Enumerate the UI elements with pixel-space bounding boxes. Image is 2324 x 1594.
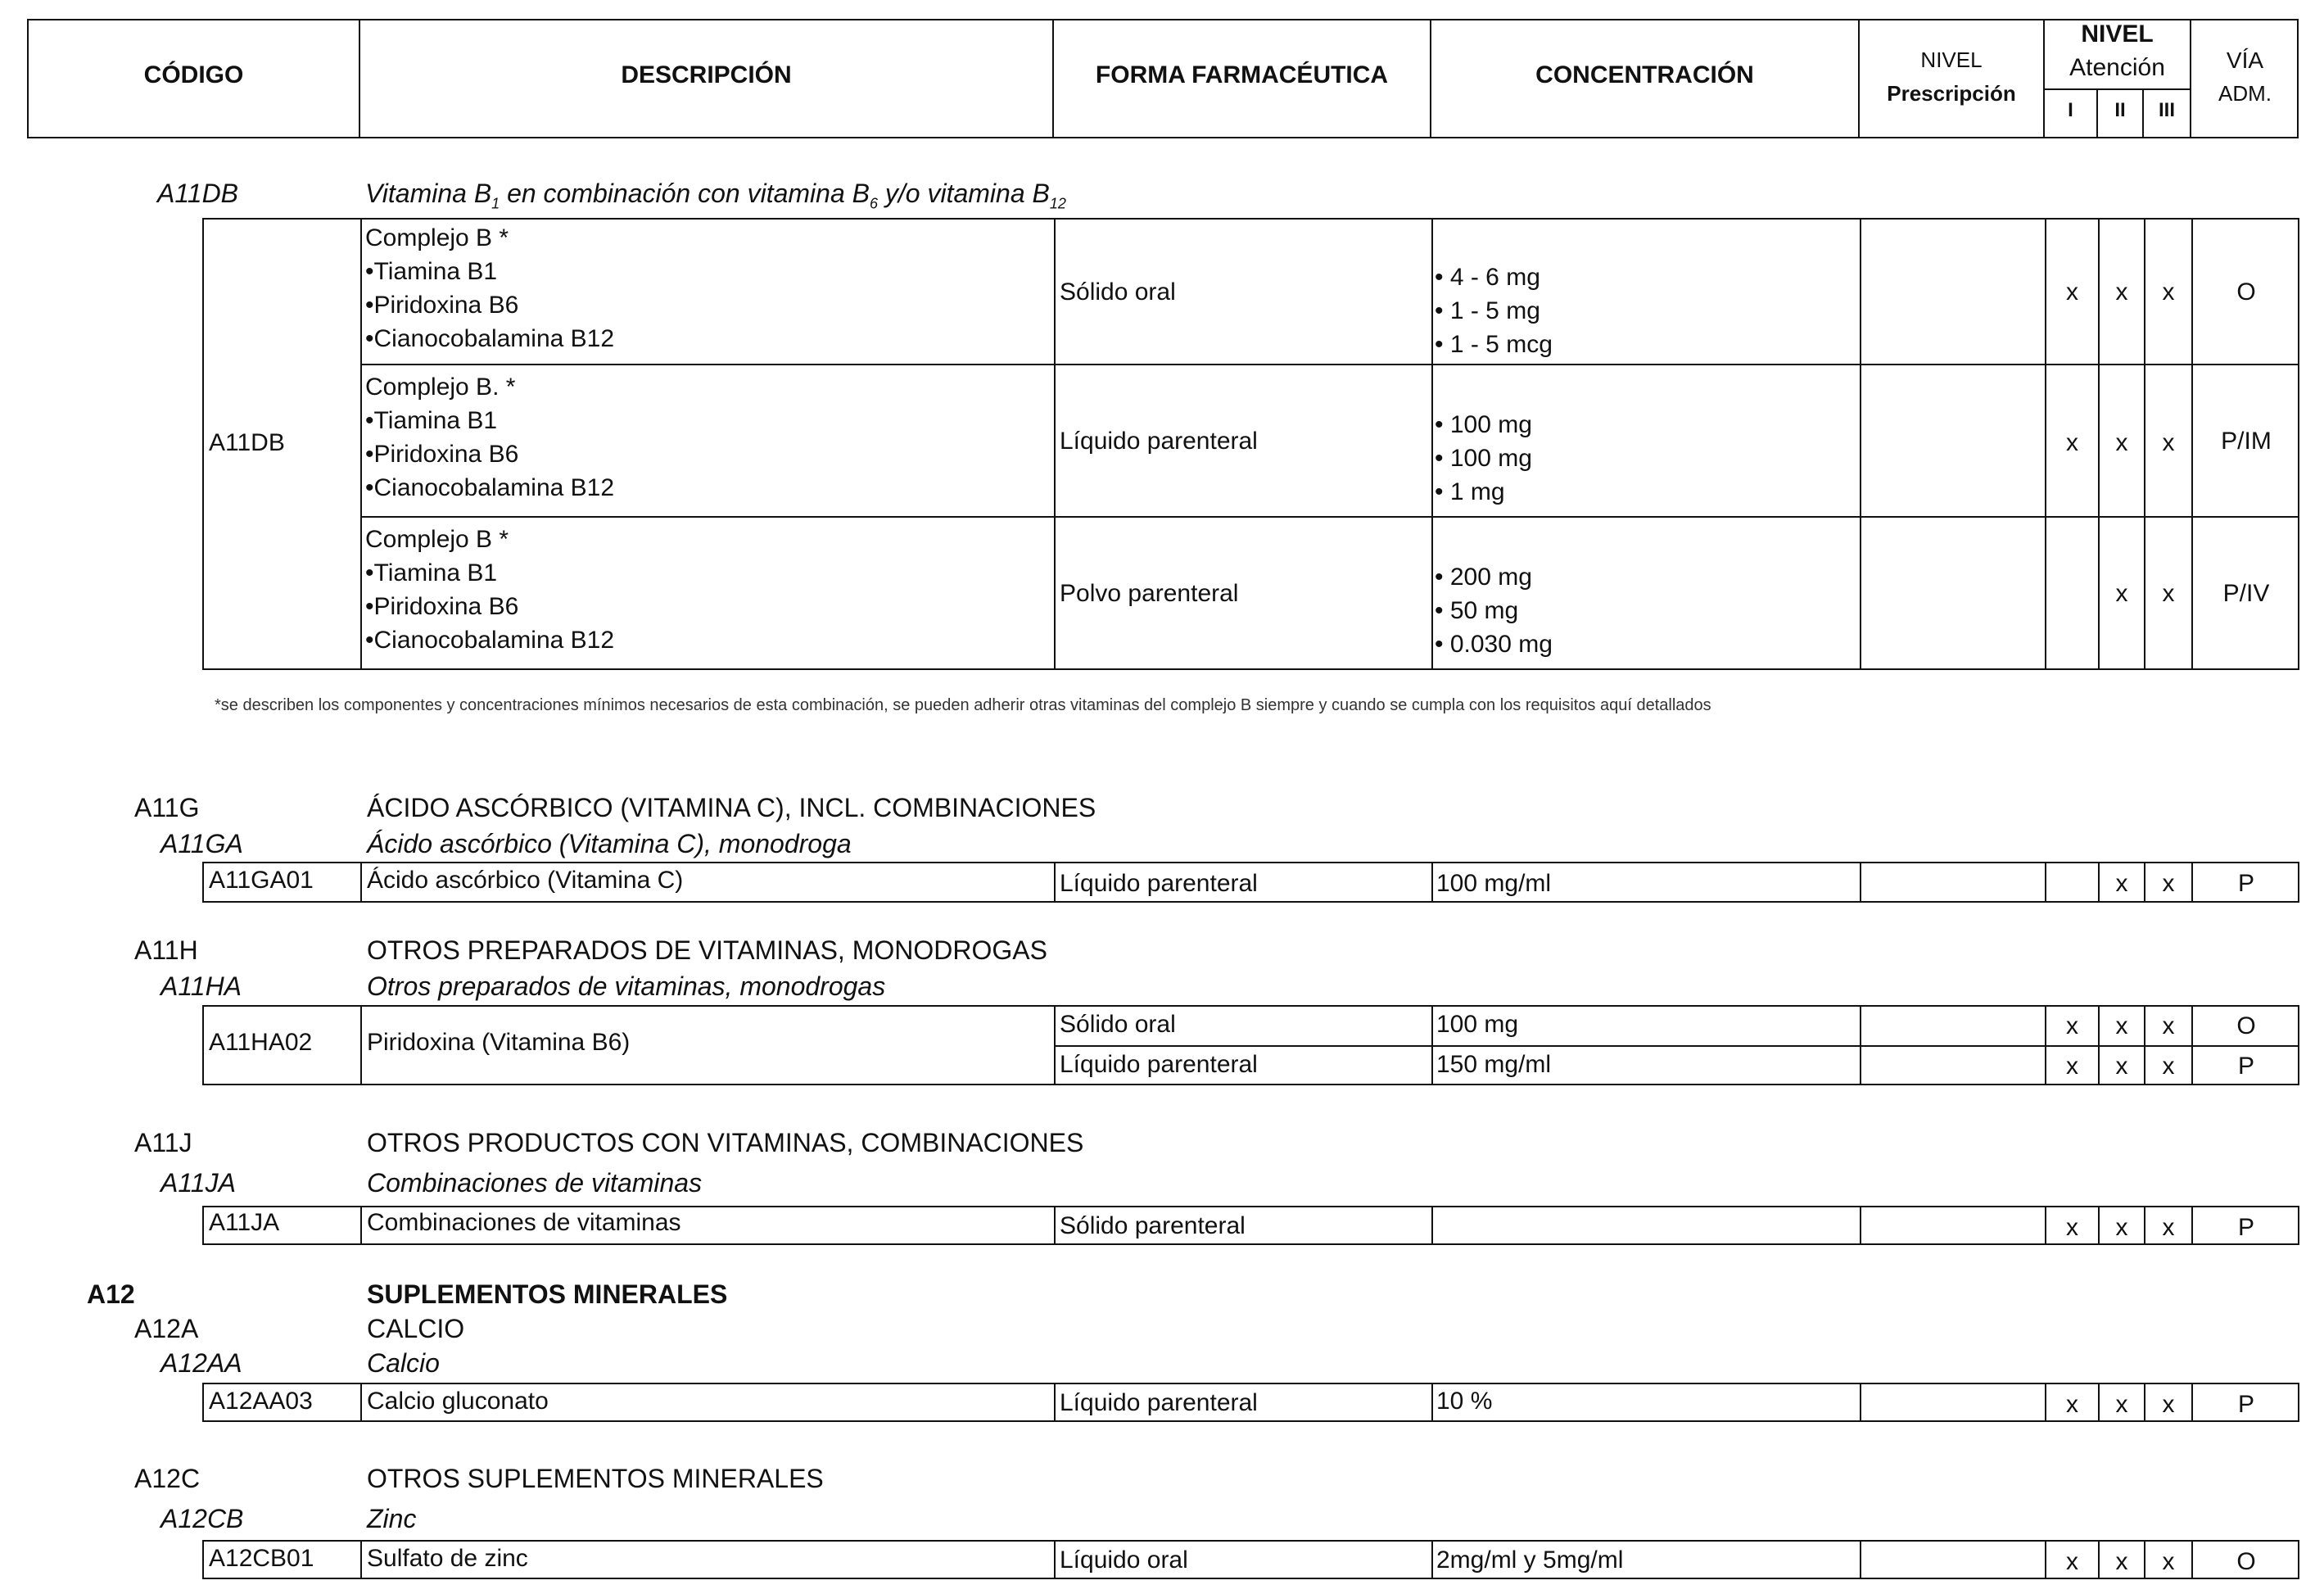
group-title: OTROS PREPARADOS DE VITAMINAS, MONODROGAS bbox=[367, 935, 1047, 965]
table-row-forma: Sólido oral bbox=[1060, 1011, 1176, 1038]
nivel-i: x bbox=[2066, 429, 2078, 456]
subgroup-code: A12AA bbox=[161, 1348, 242, 1378]
table-row-forma: Líquido parenteral bbox=[1060, 428, 1258, 455]
nivel-ii: x bbox=[2115, 1012, 2128, 1039]
col-divider bbox=[1054, 862, 1056, 903]
group-title: ÁCIDO ASCÓRBICO (VITAMINA C), INCL. COMBINACIONES bbox=[367, 793, 1096, 822]
row-code: A11GA01 bbox=[209, 867, 314, 894]
header-via-2: ADM. bbox=[2218, 81, 2272, 106]
nivel-i: x bbox=[2066, 278, 2078, 306]
col-divider bbox=[360, 862, 362, 903]
subgroup-code: A12CB bbox=[161, 1504, 244, 1533]
nivel-iii: x bbox=[2162, 1214, 2175, 1241]
header-nivel-i: I bbox=[2068, 99, 2073, 121]
row-divider bbox=[1054, 1045, 2299, 1047]
nivel-ii: x bbox=[2115, 1053, 2128, 1080]
table-row-forma: Polvo parenteral bbox=[1060, 580, 1239, 607]
header-descripcion: DESCRIPCIÓN bbox=[621, 61, 792, 88]
nivel-ii: x bbox=[2115, 870, 2128, 897]
header-forma: FORMA FARMACÉUTICA bbox=[1095, 61, 1389, 88]
col-divider bbox=[1431, 1383, 1433, 1422]
section-code: A12 bbox=[87, 1279, 135, 1309]
group-code: A11J bbox=[134, 1128, 192, 1157]
group-code: A11G bbox=[134, 793, 200, 822]
table-row-forma: Líquido parenteral bbox=[1060, 1389, 1258, 1416]
table-row-forma: Líquido oral bbox=[1060, 1546, 1188, 1574]
nivel-ii: x bbox=[2115, 278, 2128, 306]
col-divider bbox=[1860, 862, 1861, 903]
col-divider bbox=[1860, 1383, 1861, 1422]
table-row-desc: Sulfato de zinc bbox=[367, 1545, 528, 1572]
col-divider bbox=[1431, 862, 1433, 903]
nivel-ii: x bbox=[2115, 1214, 2128, 1241]
col-divider bbox=[1860, 1540, 1861, 1579]
row-code: A11JA bbox=[209, 1209, 280, 1236]
col-divider bbox=[360, 1383, 362, 1422]
table-row-desc: Ácido ascórbico (Vitamina C) bbox=[367, 867, 684, 894]
col-divider bbox=[1054, 218, 1056, 670]
group-code: A11H bbox=[134, 935, 198, 965]
table-row-conc: 10 % bbox=[1436, 1388, 1493, 1415]
subgroup-title: Combinaciones de vitaminas bbox=[367, 1168, 703, 1198]
table-row-conc: 100 mg bbox=[1436, 1011, 1519, 1038]
header-nivel-prescripcion-2: Prescripción bbox=[1887, 81, 2016, 106]
group-title: OTROS PRODUCTOS CON VITAMINAS, COMBINACIONES bbox=[367, 1128, 1084, 1157]
table-row-forma: Sólido parenteral bbox=[1060, 1212, 1246, 1239]
table-row-desc: Calcio gluconato bbox=[367, 1388, 549, 1415]
via: P/IM bbox=[2221, 428, 2272, 455]
header-divider bbox=[2190, 19, 2191, 138]
col-divider bbox=[360, 1540, 362, 1579]
col-divider bbox=[2045, 862, 2046, 903]
header-divider bbox=[2043, 88, 2191, 90]
via: P/IV bbox=[2222, 580, 2270, 607]
via: O bbox=[2236, 1548, 2256, 1575]
header-nivel-atencion-1: NIVEL bbox=[2081, 20, 2154, 48]
nivel-iii: x bbox=[2162, 278, 2175, 306]
col-divider bbox=[360, 1005, 362, 1085]
row-code: A11DB bbox=[209, 429, 285, 456]
via: P bbox=[2237, 1391, 2254, 1418]
header-codigo: CÓDIGO bbox=[143, 61, 244, 88]
nivel-ii: x bbox=[2115, 580, 2128, 607]
subgroup-code: A11JA bbox=[161, 1168, 236, 1198]
table-row-desc: Complejo B. * •Tiamina B1 •Piridoxina B6 •Cianocobalamina B12 bbox=[365, 374, 615, 501]
header-nivel-prescripcion-1: NIVEL bbox=[1920, 48, 1983, 72]
nivel-i: x bbox=[2066, 1214, 2078, 1241]
via: P bbox=[2237, 1053, 2254, 1080]
nivel-ii: x bbox=[2115, 429, 2128, 456]
table-row-desc: Combinaciones de vitaminas bbox=[367, 1209, 681, 1236]
via: O bbox=[2236, 278, 2256, 306]
row-divider bbox=[360, 364, 2299, 365]
header-via-1: VÍA bbox=[2226, 48, 2264, 73]
nivel-iii: x bbox=[2162, 580, 2175, 607]
nivel-iii: x bbox=[2162, 1548, 2175, 1575]
nivel-i: x bbox=[2066, 1391, 2078, 1418]
nivel-iii: x bbox=[2162, 870, 2175, 897]
table-row-desc: Piridoxina (Vitamina B6) bbox=[367, 1029, 631, 1056]
nivel-iii: x bbox=[2162, 429, 2175, 456]
table-row-conc: • 4 - 6 mg • 1 - 5 mg • 1 - 5 mcg bbox=[1435, 264, 1553, 358]
col-divider bbox=[1860, 1206, 1861, 1245]
table-row-forma: Líquido parenteral bbox=[1060, 1051, 1258, 1078]
table-row-forma: Sólido oral bbox=[1060, 278, 1176, 306]
subgroup-title: Otros preparados de vitaminas, monodrogas bbox=[367, 971, 886, 1001]
table-row-conc: • 200 mg • 50 mg • 0.030 mg bbox=[1435, 564, 1553, 658]
group-code: A12A bbox=[134, 1314, 199, 1343]
row-divider bbox=[360, 516, 2299, 518]
table-row-conc: 100 mg/ml bbox=[1436, 870, 1552, 897]
header-nivel-ii: II bbox=[2114, 99, 2126, 121]
via: P bbox=[2237, 1214, 2254, 1241]
table-row-conc: 2mg/ml y 5mg/ml bbox=[1436, 1546, 1624, 1574]
nivel-iii: x bbox=[2162, 1391, 2175, 1418]
header-nivel-iii: III bbox=[2158, 99, 2175, 121]
col-divider bbox=[1054, 1540, 1056, 1579]
row-code: A12AA03 bbox=[209, 1388, 313, 1415]
table-row-conc: • 100 mg • 100 mg • 1 mg bbox=[1435, 411, 1532, 505]
row-code: A11HA02 bbox=[209, 1029, 313, 1056]
nivel-i: x bbox=[2066, 1053, 2078, 1080]
nivel-i: x bbox=[2066, 1012, 2078, 1039]
col-divider bbox=[1054, 1206, 1056, 1245]
row-code: A12CB01 bbox=[209, 1545, 314, 1572]
section-title: SUPLEMENTOS MINERALES bbox=[367, 1279, 728, 1309]
table-row-desc: Complejo B * •Tiamina B1 •Piridoxina B6 •Cianocobalamina B12 bbox=[365, 224, 615, 352]
subgroup-code: A11GA bbox=[161, 829, 243, 858]
nivel-ii: x bbox=[2115, 1391, 2128, 1418]
subgroup-code: A11HA bbox=[161, 971, 242, 1001]
subgroup-title: Ácido ascórbico (Vitamina C), monodroga bbox=[367, 829, 852, 858]
nivel-iii: x bbox=[2162, 1012, 2175, 1039]
col-divider bbox=[1431, 218, 1433, 670]
col-divider bbox=[1431, 1206, 1433, 1245]
group-code: A12C bbox=[134, 1464, 201, 1493]
col-divider bbox=[360, 218, 362, 670]
header-concentracion: CONCENTRACIÓN bbox=[1535, 61, 1754, 88]
col-divider bbox=[1860, 218, 1861, 670]
via: P bbox=[2237, 870, 2254, 897]
nivel-ii: x bbox=[2115, 1548, 2128, 1575]
col-divider bbox=[1054, 1383, 1056, 1422]
subgroup-title: Calcio bbox=[367, 1348, 440, 1378]
subgroup-title: Vitamina $B_1$ en combinación con vitamina $B_6$ y/o vitamina $B_{12}$ bbox=[365, 179, 1066, 212]
via: O bbox=[2236, 1012, 2256, 1039]
footnote: *se describen los componentes y concentraciones mínimos necesarios de esta combinación, se pueden adherir otras vitaminas del complejo B siempre y cuando se cumpla con los requisitos aquí detallados bbox=[215, 696, 1711, 714]
col-divider bbox=[360, 1206, 362, 1245]
header-nivel-atencion-2: Atención bbox=[2069, 54, 2165, 81]
header-divider bbox=[1858, 19, 1860, 138]
col-divider bbox=[1431, 1540, 1433, 1579]
group-title: OTROS SUPLEMENTOS MINERALES bbox=[367, 1464, 824, 1493]
table-row-desc: Complejo B * •Tiamina B1 •Piridoxina B6 •Cianocobalamina B12 bbox=[365, 526, 615, 654]
subgroup-title: Zinc bbox=[367, 1504, 417, 1533]
nivel-i: x bbox=[2066, 1548, 2078, 1575]
nivel-iii: x bbox=[2162, 1053, 2175, 1080]
subgroup-code: A11DB bbox=[157, 179, 239, 208]
table-row-conc: 150 mg/ml bbox=[1436, 1051, 1552, 1078]
table-row-forma: Líquido parenteral bbox=[1060, 870, 1258, 897]
group-title: CALCIO bbox=[367, 1314, 465, 1343]
